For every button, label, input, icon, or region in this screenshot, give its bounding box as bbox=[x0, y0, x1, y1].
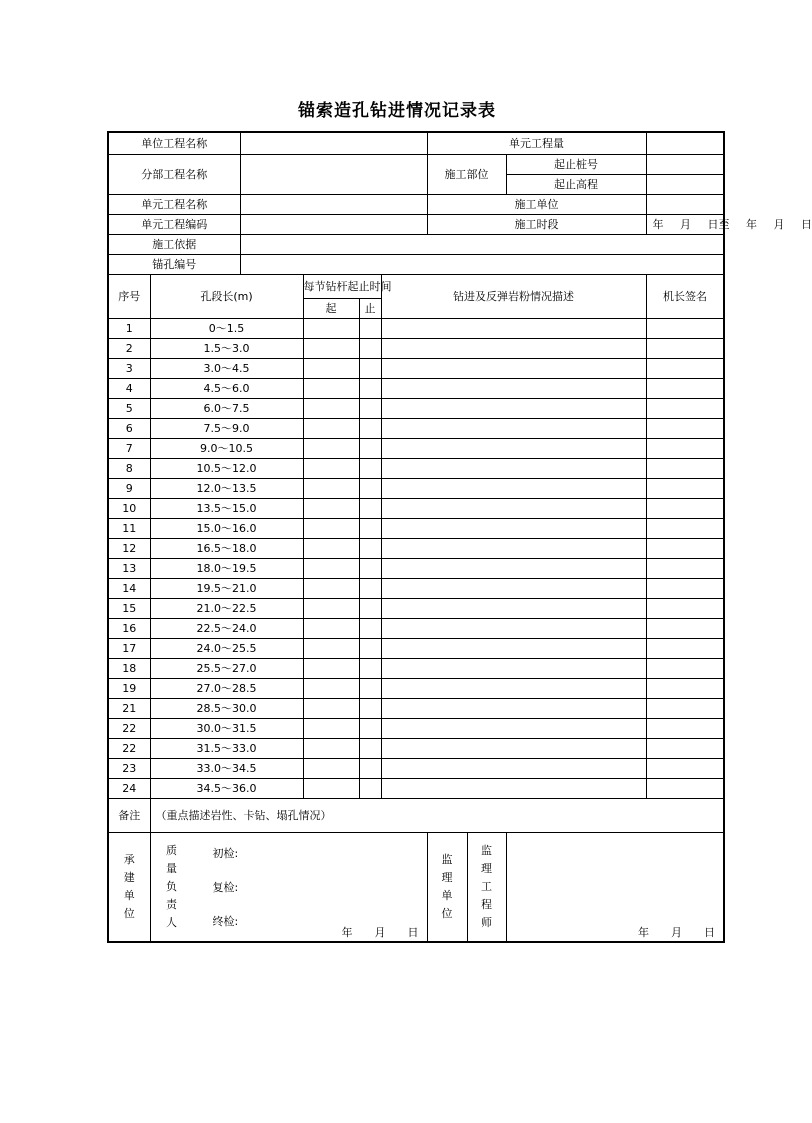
row-signature[interactable] bbox=[646, 758, 724, 778]
row-description[interactable] bbox=[381, 438, 646, 458]
row-description[interactable] bbox=[381, 418, 646, 438]
row-end-time[interactable] bbox=[359, 658, 381, 678]
row-end-time[interactable] bbox=[359, 618, 381, 638]
row-description[interactable] bbox=[381, 678, 646, 698]
table-row bbox=[108, 338, 724, 358]
row-hole-length: 15.0～16.0 bbox=[150, 518, 303, 538]
row-hole-length: 24.0～25.5 bbox=[150, 638, 303, 658]
start-end-elevation-label: 起止高程 bbox=[506, 174, 646, 194]
table-row bbox=[108, 598, 724, 618]
row-description[interactable] bbox=[381, 458, 646, 478]
row-start-time[interactable] bbox=[303, 758, 359, 778]
row-signature[interactable] bbox=[646, 458, 724, 478]
row-seq: 16 bbox=[108, 618, 150, 638]
row-description[interactable] bbox=[381, 338, 646, 358]
row-start-time[interactable] bbox=[303, 338, 359, 358]
row-start-time[interactable] bbox=[303, 518, 359, 538]
row-start-time[interactable] bbox=[303, 578, 359, 598]
row-description[interactable] bbox=[381, 758, 646, 778]
row-signature[interactable] bbox=[646, 538, 724, 558]
row-end-time[interactable] bbox=[359, 538, 381, 558]
row-description[interactable] bbox=[381, 778, 646, 798]
row-seq: 11 bbox=[108, 518, 150, 538]
col-header-end: 止 bbox=[359, 298, 381, 318]
row-start-time[interactable] bbox=[303, 738, 359, 758]
table-row bbox=[108, 778, 724, 798]
start-end-stake-value[interactable] bbox=[646, 154, 724, 174]
row-start-time[interactable] bbox=[303, 398, 359, 418]
row-hole-length: 19.5～21.0 bbox=[150, 578, 303, 598]
row-seq: 1 bbox=[108, 318, 150, 338]
row-seq: 19 bbox=[108, 678, 150, 698]
row-end-time[interactable] bbox=[359, 638, 381, 658]
table-row bbox=[108, 738, 724, 758]
row-signature[interactable] bbox=[646, 558, 724, 578]
contractor-date: 年 月 日 bbox=[341, 925, 419, 939]
start-end-elevation-value[interactable] bbox=[646, 174, 724, 194]
row-seq: 3 bbox=[108, 358, 150, 378]
contractor-label-text: 承建单位 bbox=[123, 852, 135, 920]
row-start-time[interactable] bbox=[303, 598, 359, 618]
row-end-time[interactable] bbox=[359, 778, 381, 798]
table-row bbox=[108, 358, 724, 378]
row-end-time[interactable] bbox=[359, 478, 381, 498]
row-seq: 5 bbox=[108, 398, 150, 418]
final-check-label: 终检: bbox=[212, 914, 239, 928]
row-start-time[interactable] bbox=[303, 438, 359, 458]
row-signature[interactable] bbox=[646, 358, 724, 378]
page-title: 锚索造孔钻进情况记录表 bbox=[298, 101, 496, 121]
row-signature[interactable] bbox=[646, 778, 724, 798]
row-start-time[interactable] bbox=[303, 478, 359, 498]
table-row bbox=[108, 618, 724, 638]
table-row bbox=[108, 678, 724, 698]
row-seq: 2 bbox=[108, 338, 150, 358]
row-start-time[interactable] bbox=[303, 718, 359, 738]
supervision-date: 年 月 日 bbox=[638, 926, 715, 939]
row-seq: 22 bbox=[108, 718, 150, 738]
row-hole-length: 0～1.5 bbox=[150, 318, 303, 338]
row-seq: 14 bbox=[108, 578, 150, 598]
row-hole-length: 13.5～15.0 bbox=[150, 498, 303, 518]
table-row bbox=[108, 478, 724, 498]
table-row bbox=[108, 758, 724, 778]
construction-unit-label: 施工单位 bbox=[427, 194, 646, 214]
row-seq: 22 bbox=[108, 738, 150, 758]
table-row bbox=[108, 398, 724, 418]
row-start-time[interactable] bbox=[303, 458, 359, 478]
row-start-time[interactable] bbox=[303, 778, 359, 798]
row-seq: 13 bbox=[108, 558, 150, 578]
unit-project-name-label: 单位工程名称 bbox=[108, 132, 240, 154]
remarks-label: 备注 bbox=[108, 798, 150, 832]
row-signature[interactable] bbox=[646, 638, 724, 658]
row-end-time[interactable] bbox=[359, 498, 381, 518]
table-row bbox=[108, 378, 724, 398]
row-end-time[interactable] bbox=[359, 458, 381, 478]
row-end-time[interactable] bbox=[359, 378, 381, 398]
construction-part-label: 施工部位 bbox=[427, 154, 506, 194]
construction-basis-value[interactable] bbox=[240, 234, 724, 254]
row-seq: 10 bbox=[108, 498, 150, 518]
table-row bbox=[108, 638, 724, 658]
table-row bbox=[108, 538, 724, 558]
row-end-time[interactable] bbox=[359, 698, 381, 718]
row-description[interactable] bbox=[381, 318, 646, 338]
col-header-signature: 机长签名 bbox=[646, 274, 724, 318]
row-end-time[interactable] bbox=[359, 678, 381, 698]
row-seq: 12 bbox=[108, 538, 150, 558]
row-signature[interactable] bbox=[646, 498, 724, 518]
row-hole-length: 31.5～33.0 bbox=[150, 738, 303, 758]
row-start-time[interactable] bbox=[303, 378, 359, 398]
row-start-time[interactable] bbox=[303, 618, 359, 638]
row-signature[interactable] bbox=[646, 718, 724, 738]
row-end-time[interactable] bbox=[359, 398, 381, 418]
contractor-sign-area[interactable] bbox=[150, 832, 427, 942]
row-signature[interactable] bbox=[646, 578, 724, 598]
row-description[interactable] bbox=[381, 398, 646, 418]
row-start-time[interactable] bbox=[303, 678, 359, 698]
row-hole-length: 3.0～4.5 bbox=[150, 358, 303, 378]
row-signature[interactable] bbox=[646, 378, 724, 398]
supervision-sign-area[interactable] bbox=[506, 832, 724, 942]
row-hole-length: 4.5～6.0 bbox=[150, 378, 303, 398]
row-end-time[interactable] bbox=[359, 318, 381, 338]
row-start-time[interactable] bbox=[303, 498, 359, 518]
row-seq: 7 bbox=[108, 438, 150, 458]
row-hole-length: 34.5～36.0 bbox=[150, 778, 303, 798]
row-signature[interactable] bbox=[646, 678, 724, 698]
row-start-time[interactable] bbox=[303, 698, 359, 718]
row-seq: 6 bbox=[108, 418, 150, 438]
row-hole-length: 28.5～30.0 bbox=[150, 698, 303, 718]
table-row bbox=[108, 658, 724, 678]
row-end-time[interactable] bbox=[359, 718, 381, 738]
remarks-text[interactable]: （重点描述岩性、卡钻、塌孔情况） bbox=[150, 798, 724, 832]
construction-basis-label: 施工依据 bbox=[108, 234, 240, 254]
row-description[interactable] bbox=[381, 738, 646, 758]
unit-element-quantity-value[interactable] bbox=[646, 132, 724, 154]
construction-period-label: 施工时段 bbox=[427, 214, 646, 234]
row-seq: 18 bbox=[108, 658, 150, 678]
unit-project-name-value[interactable] bbox=[240, 132, 427, 154]
row-seq: 4 bbox=[108, 378, 150, 398]
row-signature[interactable] bbox=[646, 318, 724, 338]
row-description[interactable] bbox=[381, 518, 646, 538]
record-table bbox=[107, 131, 812, 943]
row-end-time[interactable] bbox=[359, 358, 381, 378]
anchor-hole-no-value[interactable] bbox=[240, 254, 724, 274]
row-hole-length: 16.5～18.0 bbox=[150, 538, 303, 558]
row-signature[interactable] bbox=[646, 418, 724, 438]
row-signature[interactable] bbox=[646, 658, 724, 678]
row-hole-length: 9.0～10.5 bbox=[150, 438, 303, 458]
row-hole-length: 25.5～27.0 bbox=[150, 658, 303, 678]
row-hole-length: 27.0～28.5 bbox=[150, 678, 303, 698]
col-header-start: 起 bbox=[303, 298, 359, 318]
row-description[interactable] bbox=[381, 578, 646, 598]
unit-element-code-label: 单元工程编码 bbox=[108, 214, 240, 234]
row-hole-length: 12.0～13.5 bbox=[150, 478, 303, 498]
row-end-time[interactable] bbox=[359, 598, 381, 618]
row-seq: 15 bbox=[108, 598, 150, 618]
table-row bbox=[108, 418, 724, 438]
table-row bbox=[108, 498, 724, 518]
row-end-time[interactable] bbox=[359, 418, 381, 438]
row-description[interactable] bbox=[381, 698, 646, 718]
row-signature[interactable] bbox=[646, 598, 724, 618]
table-row bbox=[108, 438, 724, 458]
row-description[interactable] bbox=[381, 478, 646, 498]
row-start-time[interactable] bbox=[303, 418, 359, 438]
row-hole-length: 18.0～19.5 bbox=[150, 558, 303, 578]
table-row bbox=[108, 578, 724, 598]
table-row bbox=[108, 318, 724, 338]
col-header-seq: 序号 bbox=[108, 274, 150, 318]
row-description[interactable] bbox=[381, 718, 646, 738]
row-start-time[interactable] bbox=[303, 558, 359, 578]
row-signature[interactable] bbox=[646, 618, 724, 638]
quality-person-label: 质量负责人 bbox=[166, 843, 177, 929]
row-end-time[interactable] bbox=[359, 558, 381, 578]
row-description[interactable] bbox=[381, 498, 646, 518]
row-start-time[interactable] bbox=[303, 358, 359, 378]
row-end-time[interactable] bbox=[359, 578, 381, 598]
unit-element-quantity-label: 单元工程量 bbox=[427, 132, 646, 154]
row-seq: 24 bbox=[108, 778, 150, 798]
row-hole-length: 33.0～34.5 bbox=[150, 758, 303, 778]
unit-element-name-label: 单元工程名称 bbox=[108, 194, 240, 214]
col-header-hole-length: 孔段长(m) bbox=[150, 274, 303, 318]
row-description[interactable] bbox=[381, 598, 646, 618]
row-start-time[interactable] bbox=[303, 538, 359, 558]
row-hole-length: 22.5～24.0 bbox=[150, 618, 303, 638]
row-description[interactable] bbox=[381, 538, 646, 558]
row-hole-length: 7.5～9.0 bbox=[150, 418, 303, 438]
row-start-time[interactable] bbox=[303, 318, 359, 338]
re-check-label: 复检: bbox=[212, 880, 239, 894]
unit-element-name-value[interactable] bbox=[240, 194, 427, 214]
row-description[interactable] bbox=[381, 658, 646, 678]
contractor-label bbox=[108, 832, 150, 942]
construction-unit-value[interactable] bbox=[646, 194, 724, 214]
row-signature[interactable] bbox=[646, 698, 724, 718]
row-signature[interactable] bbox=[646, 738, 724, 758]
table-row bbox=[108, 558, 724, 578]
unit-element-code-value[interactable] bbox=[240, 214, 427, 234]
row-start-time[interactable] bbox=[303, 658, 359, 678]
row-end-time[interactable] bbox=[359, 438, 381, 458]
row-hole-length: 1.5～3.0 bbox=[150, 338, 303, 358]
anchor-hole-no-label: 锚孔编号 bbox=[108, 254, 240, 274]
row-hole-length: 6.0～7.5 bbox=[150, 398, 303, 418]
row-seq: 23 bbox=[108, 758, 150, 778]
row-description[interactable] bbox=[381, 378, 646, 398]
table-row bbox=[108, 518, 724, 538]
row-end-time[interactable] bbox=[359, 518, 381, 538]
row-start-time[interactable] bbox=[303, 638, 359, 658]
row-hole-length: 10.5～12.0 bbox=[150, 458, 303, 478]
initial-check-label: 初检: bbox=[212, 846, 239, 860]
row-hole-length: 30.0～31.5 bbox=[150, 718, 303, 738]
row-seq: 17 bbox=[108, 638, 150, 658]
construction-period-value[interactable]: 年 月 日至 年 月 日 bbox=[646, 214, 724, 234]
row-signature[interactable] bbox=[646, 338, 724, 358]
row-end-time[interactable] bbox=[359, 338, 381, 358]
row-signature[interactable] bbox=[646, 518, 724, 538]
row-seq: 21 bbox=[108, 698, 150, 718]
row-description[interactable] bbox=[381, 618, 646, 638]
row-signature[interactable] bbox=[646, 478, 724, 498]
row-end-time[interactable] bbox=[359, 758, 381, 778]
col-header-description: 钻进及反弹岩粉情况描述 bbox=[381, 274, 646, 318]
table-row bbox=[108, 458, 724, 478]
row-description[interactable] bbox=[381, 558, 646, 578]
supervision-engineer-label: 监理工程师 bbox=[481, 843, 492, 929]
supervision-unit-label: 监理单位 监理工程师 bbox=[427, 832, 506, 942]
row-hole-length: 21.0～22.5 bbox=[150, 598, 303, 618]
table-row bbox=[108, 718, 724, 738]
sub-project-name-value[interactable] bbox=[240, 154, 427, 194]
start-end-stake-label: 起止桩号 bbox=[506, 154, 646, 174]
row-signature[interactable] bbox=[646, 398, 724, 418]
row-seq: 9 bbox=[108, 478, 150, 498]
row-description[interactable] bbox=[381, 358, 646, 378]
row-signature[interactable] bbox=[646, 438, 724, 458]
row-seq: 8 bbox=[108, 458, 150, 478]
col-header-time-group: 每节钻杆起止时间 bbox=[303, 274, 381, 298]
table-row bbox=[108, 698, 724, 718]
row-end-time[interactable] bbox=[359, 738, 381, 758]
row-description[interactable] bbox=[381, 638, 646, 658]
sub-project-name-label: 分部工程名称 bbox=[108, 154, 240, 194]
